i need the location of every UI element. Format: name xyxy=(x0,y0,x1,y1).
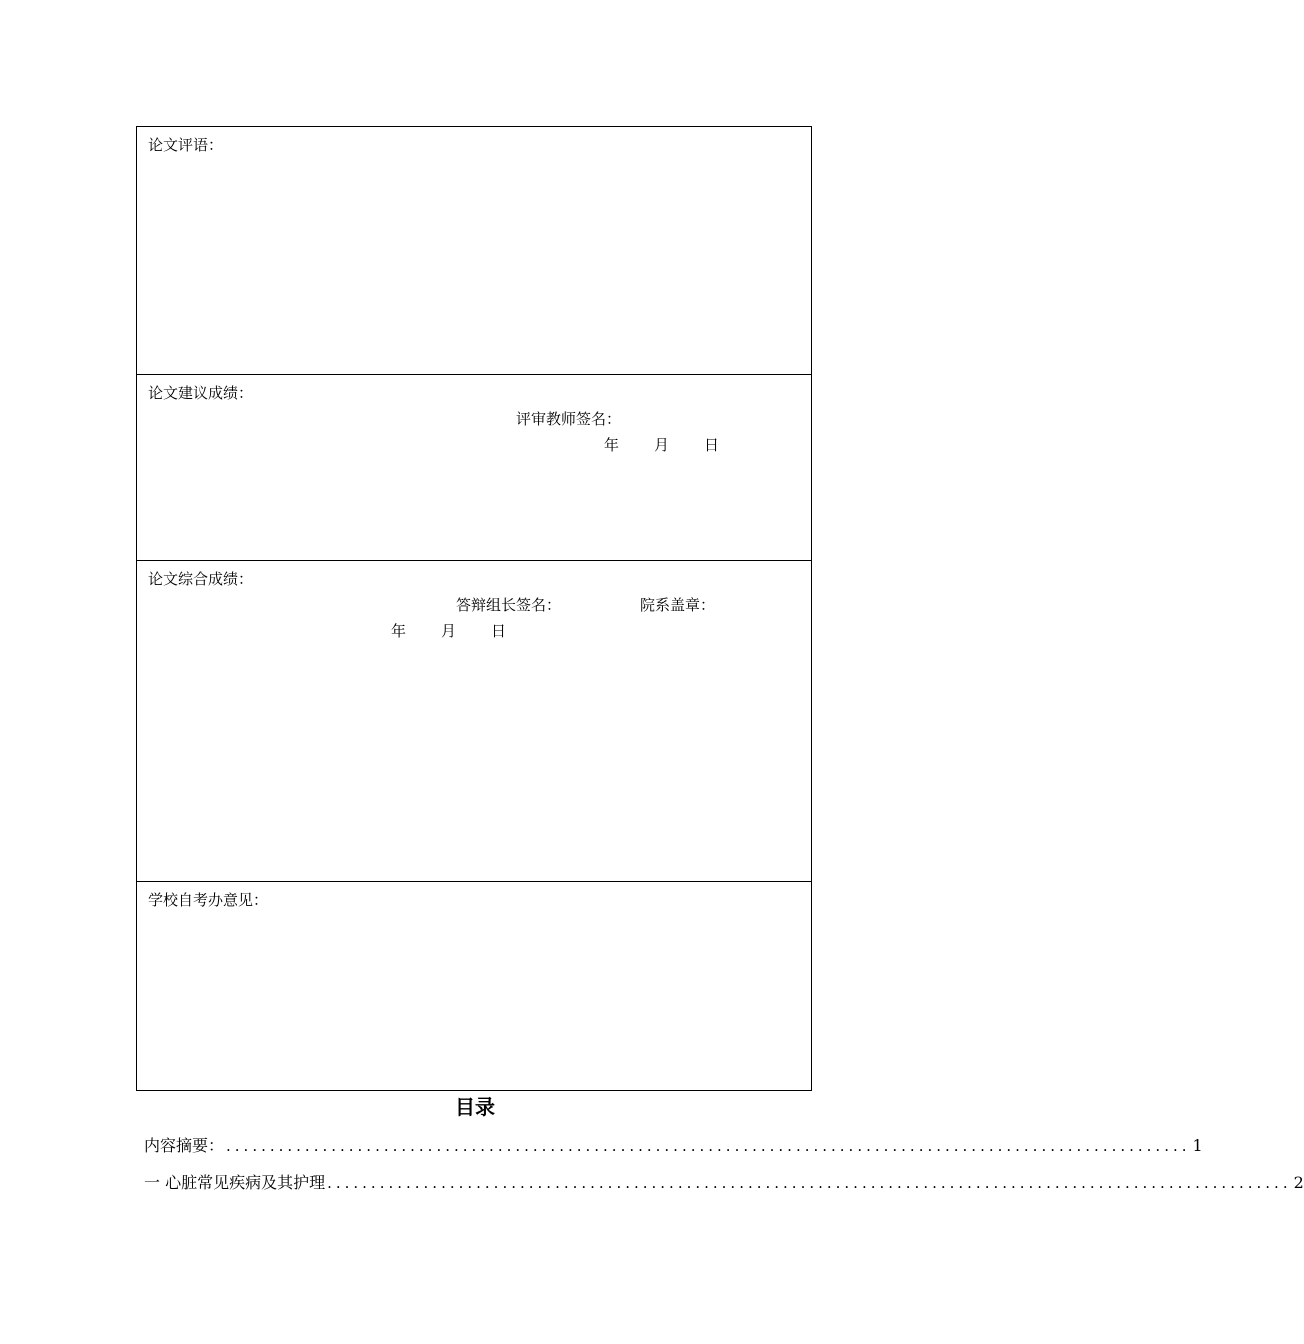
date-month: 月 xyxy=(654,436,670,454)
suggested-grade-label: 论文建议成绩： xyxy=(148,384,254,402)
suggested-grade-section xyxy=(137,375,811,561)
reviewer-signature-label: 评审教师签名： xyxy=(516,410,622,428)
overall-grade-section xyxy=(137,561,811,882)
reviewer-date xyxy=(604,434,719,455)
comments-section xyxy=(137,127,811,375)
date-month: 月 xyxy=(441,622,457,640)
thesis-evaluation-form xyxy=(136,126,812,1091)
toc-entry[interactable] xyxy=(144,1170,1304,1193)
school-office-section xyxy=(137,882,811,1090)
department-seal-label: 院系盖章： xyxy=(640,596,716,614)
toc-entry-text: 内容摘要： xyxy=(144,1136,225,1155)
toc-dot-leader: .............................................................................................................. xyxy=(327,1174,1292,1192)
date-day: 日 xyxy=(704,436,720,454)
toc-dot-leader: .............................................................................................................. xyxy=(226,1137,1191,1155)
defense-leader-signature-label: 答辩组长签名： xyxy=(456,596,562,614)
school-office-label: 学校自考办意见： xyxy=(148,891,269,909)
date-year: 年 xyxy=(391,622,407,640)
overall-grade-label: 论文综合成绩： xyxy=(148,570,254,588)
overall-date xyxy=(391,620,506,641)
comments-label: 论文评语： xyxy=(148,136,224,154)
toc-page-number: 1 xyxy=(1192,1136,1203,1155)
date-day: 日 xyxy=(491,622,507,640)
toc-page-number: 2 xyxy=(1293,1173,1304,1192)
date-year: 年 xyxy=(604,436,620,454)
toc-title: 目录 xyxy=(455,1095,495,1119)
toc-entry-text: 一 心脏常见疾病及其护理 xyxy=(144,1173,326,1192)
toc-entry[interactable] xyxy=(144,1133,1203,1156)
